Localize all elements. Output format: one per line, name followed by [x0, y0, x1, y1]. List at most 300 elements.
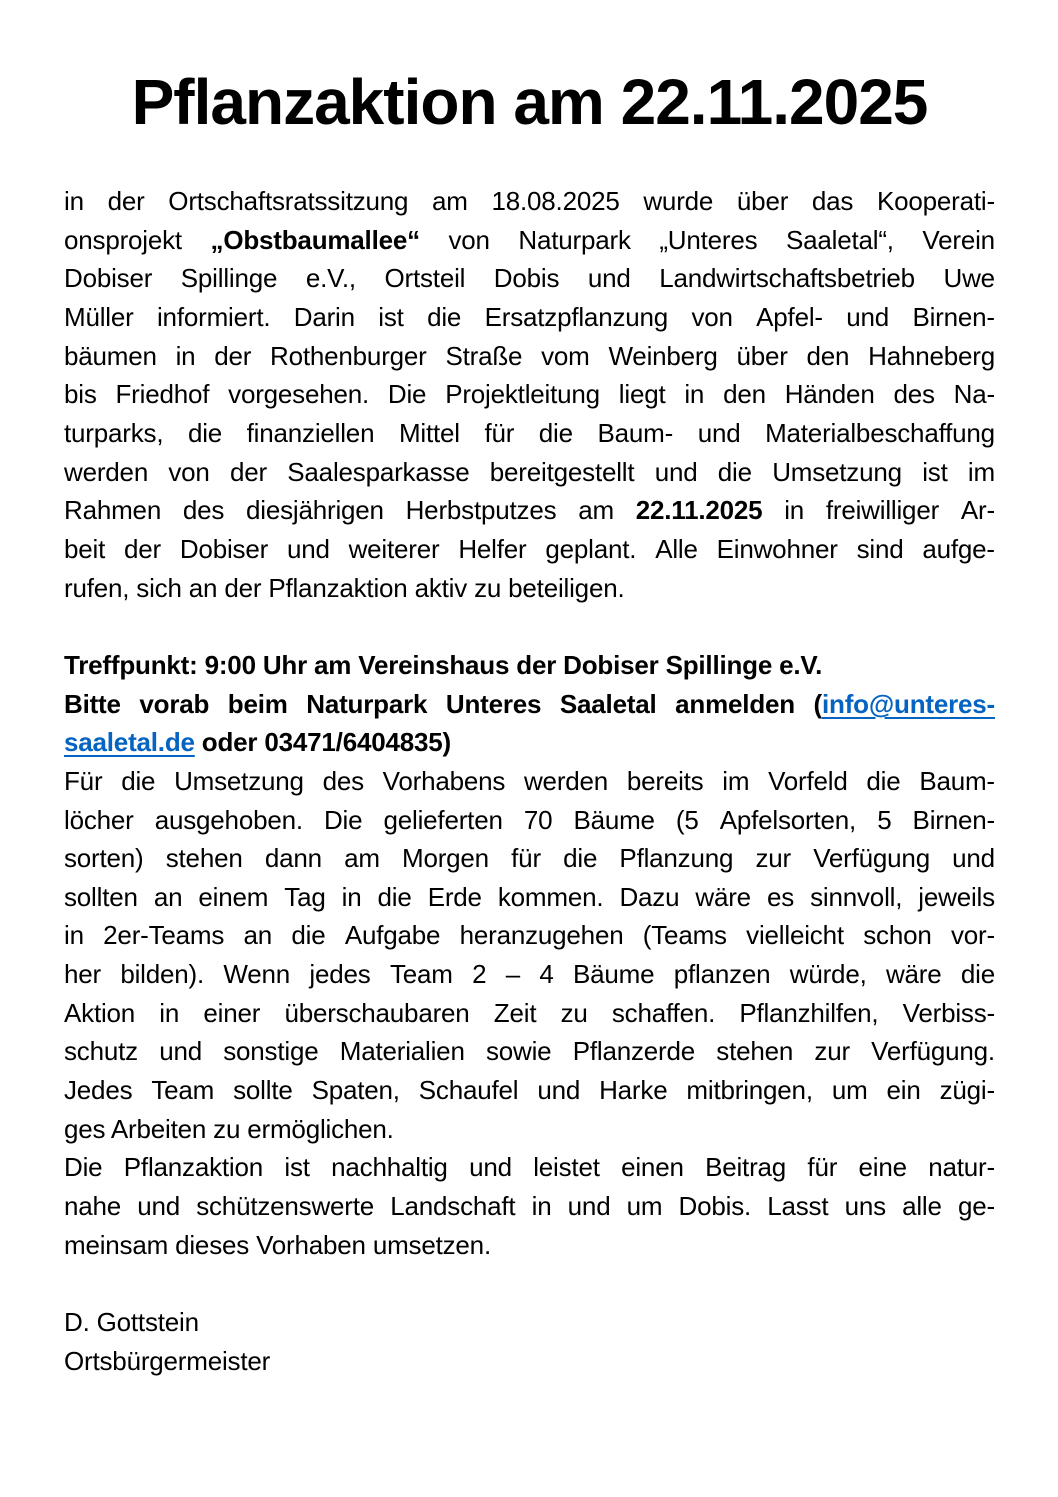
word: [390, 955, 453, 994]
word: [720, 801, 856, 840]
blank-line-1: [64, 607, 995, 646]
intro-paragraph-line: [64, 182, 995, 221]
text-run: Baum-: [597, 417, 674, 448]
word: [619, 375, 666, 414]
word: [845, 1187, 886, 1226]
text-run: von: [168, 456, 210, 487]
text-run: Weinberg: [608, 340, 718, 371]
text-run: „Obstbaumallee“: [210, 224, 420, 255]
text-run: werden: [64, 456, 149, 487]
text-run: und: [137, 1191, 181, 1222]
text-run: ausgehoben.: [154, 804, 303, 835]
text-run: zur: [814, 1036, 850, 1067]
text-run: jeweils: [918, 881, 995, 912]
word: [64, 878, 138, 917]
word: [568, 1187, 611, 1226]
word: [541, 337, 590, 376]
word: [573, 955, 654, 994]
text-run: –: [505, 959, 520, 990]
text-run: und: [567, 1191, 611, 1222]
text-run: nachhaltig: [331, 1152, 448, 1183]
word: [378, 298, 403, 337]
word: [155, 801, 303, 840]
text-run: Spillinge: [180, 263, 278, 294]
word: [390, 1187, 515, 1226]
word: [506, 955, 520, 994]
word: [768, 762, 848, 801]
word: [722, 762, 749, 801]
meeting-info-line: [64, 685, 995, 724]
text-run: in: [684, 379, 705, 410]
word: [306, 259, 356, 298]
word: [64, 1187, 121, 1226]
text-run: Harke: [599, 1075, 668, 1106]
word: [655, 453, 698, 492]
word: [159, 994, 179, 1033]
word: [64, 259, 152, 298]
text-run: und: [286, 533, 330, 564]
word: [846, 298, 889, 337]
text-run: Umsetzung: [772, 456, 902, 487]
text-run: von: [448, 224, 490, 255]
text-run: Materialbeschaffung: [765, 417, 995, 448]
text-run: die: [121, 765, 156, 796]
word: [537, 1071, 580, 1110]
text-run: am: [578, 495, 614, 526]
word: [120, 955, 204, 994]
text-run: stehen: [716, 1036, 794, 1067]
text-run: Für: [64, 765, 103, 796]
word: [717, 530, 838, 569]
word: [736, 337, 787, 376]
intro-paragraph-line: [64, 298, 995, 337]
text-run: Ortschaftsratssitzung: [168, 186, 409, 216]
details-paragraph-line: [64, 878, 995, 917]
text-run: Spaten,: [311, 1075, 400, 1106]
text-run: und: [654, 456, 698, 487]
email-link[interactable]: info@unteres-: [822, 688, 995, 719]
word: [469, 1148, 512, 1187]
text-run: Verein: [922, 224, 995, 255]
text-run: Verbiss-: [902, 997, 995, 1028]
text-run: am: [432, 186, 468, 216]
word: [64, 453, 148, 492]
word: [767, 1187, 828, 1226]
text-run: 2: [472, 959, 487, 990]
word: [674, 955, 771, 994]
text-run: schaffen.: [611, 997, 716, 1028]
word: [539, 955, 553, 994]
word: [511, 839, 541, 878]
word: [449, 221, 490, 260]
text-run: Ersatzpflanzung: [484, 301, 669, 332]
word: [739, 994, 878, 1033]
text-run: Birnen-: [912, 804, 995, 835]
text-run: am: [344, 843, 380, 874]
word: [961, 491, 995, 530]
word: [494, 994, 537, 1033]
word: [598, 414, 674, 453]
word: [64, 994, 135, 1033]
word: [485, 298, 668, 337]
text-run: beim: [227, 688, 288, 719]
word: [695, 878, 751, 917]
text-run: (: [813, 688, 823, 719]
text-run: 18.08.2025: [491, 186, 620, 216]
word: [64, 1148, 102, 1187]
text-run: sowie: [485, 1036, 552, 1067]
word: [494, 259, 559, 298]
text-run: nahe: [64, 1191, 122, 1222]
text-run: und: [537, 1075, 581, 1106]
word: [765, 414, 995, 453]
word: [340, 1032, 465, 1071]
text-run: die: [538, 417, 573, 448]
text-run: Beitrag: [705, 1152, 787, 1183]
text-run: Zeit: [493, 997, 537, 1028]
text-run: Team: [151, 1075, 215, 1106]
word: [287, 453, 469, 492]
text-run: Die: [64, 1152, 103, 1183]
word: [64, 530, 105, 569]
intro-paragraph-line: [64, 414, 995, 453]
text-run: die: [563, 843, 598, 874]
text-run: in: [784, 495, 805, 526]
text-run: Einwohner: [716, 533, 838, 564]
text-run: bereitgestellt: [489, 456, 635, 487]
intro-paragraph-line: [64, 259, 995, 298]
word: [103, 916, 224, 955]
text-run: vom: [541, 340, 590, 371]
text-run: Ortsteil: [384, 263, 466, 294]
text-run: in: [64, 920, 84, 951]
word: [159, 1032, 202, 1071]
text-run: Dazu: [619, 881, 680, 912]
text-run: 2er-Teams: [103, 920, 225, 951]
text-run: vorgesehen.: [228, 379, 370, 410]
text-run: 22.11.2025: [635, 495, 763, 526]
word: [154, 878, 183, 917]
word: [427, 298, 461, 337]
word: [247, 414, 375, 453]
text-run: Landwirtschaftsbetrieb: [659, 263, 915, 294]
word: [291, 916, 325, 955]
text-run: beit: [64, 533, 106, 564]
word: [918, 878, 995, 917]
text-run: Saaletal: [559, 688, 657, 719]
word: [64, 414, 163, 453]
word: [157, 298, 270, 337]
text-run: Ar-: [960, 495, 995, 526]
word: [64, 182, 84, 221]
details-paragraph-line: [64, 1032, 995, 1071]
word: [484, 414, 514, 453]
word: [755, 839, 791, 878]
text-run: geplant.: [545, 533, 637, 564]
word: [64, 375, 97, 414]
word: [458, 530, 526, 569]
word: [388, 375, 426, 414]
word: [952, 839, 995, 878]
document-body: [64, 182, 995, 1380]
text-run: der: [107, 186, 145, 216]
word: [871, 1032, 995, 1071]
word: [309, 955, 370, 994]
text-run: des: [893, 379, 935, 410]
text-run: schutz: [64, 1036, 138, 1067]
text-run: die: [866, 765, 901, 796]
word: [636, 491, 763, 530]
word: [137, 1187, 180, 1226]
signature-line: [64, 1303, 995, 1342]
word: [679, 1187, 752, 1226]
word: [306, 685, 427, 724]
text-run: sollte: [233, 1075, 293, 1106]
text-run: an: [243, 920, 273, 951]
word: [64, 1032, 138, 1071]
word: [627, 762, 704, 801]
text-run: einer: [203, 997, 261, 1028]
text-run: vorab: [139, 688, 210, 719]
word: [432, 182, 468, 221]
text-run: Dobis: [493, 263, 560, 294]
text-run: und: [697, 417, 741, 448]
word: [655, 530, 698, 569]
text-run: Darin: [293, 301, 355, 332]
text-run: Dobis.: [678, 1191, 752, 1222]
word: [214, 337, 251, 376]
word: [419, 1071, 519, 1110]
text-run: um: [831, 1075, 868, 1106]
text-run: Ortsbürgermeister: [64, 1345, 271, 1376]
word: [533, 1148, 600, 1187]
word: [64, 801, 134, 840]
word: [228, 685, 288, 724]
word: [643, 916, 727, 955]
word: [244, 916, 273, 955]
word: [928, 1148, 995, 1187]
text-run: werden: [523, 765, 609, 796]
text-run: löcher: [64, 804, 134, 835]
text-run: Pflanzhilfen,: [739, 997, 879, 1028]
word: [922, 530, 995, 569]
word: [64, 298, 134, 337]
word: [961, 955, 995, 994]
text-run: Mittel: [398, 417, 460, 448]
text-run: zu: [560, 997, 588, 1028]
word: [893, 375, 934, 414]
text-run: schon: [863, 920, 932, 951]
text-run: würde,: [789, 959, 867, 990]
word: [324, 801, 362, 840]
text-run: Landschaft: [390, 1191, 516, 1222]
word: [64, 955, 101, 994]
text-run: das: [811, 186, 854, 216]
word: [116, 375, 210, 414]
text-run: oder 03471/6404835): [194, 727, 451, 758]
text-run: Saalesparkasse: [287, 456, 470, 487]
text-run: Saaletal“,: [785, 224, 894, 255]
word: [64, 1071, 132, 1110]
word: [954, 375, 995, 414]
word: [643, 182, 713, 221]
text-run: sinnvoll,: [810, 881, 903, 912]
word: [599, 1071, 667, 1110]
text-run: in: [175, 340, 196, 371]
text-run: Erde: [427, 881, 482, 912]
word: [124, 530, 161, 569]
word: [174, 762, 304, 801]
word: [486, 1032, 551, 1071]
word: [877, 182, 995, 221]
text-run: onsprojekt: [64, 224, 182, 255]
word: [383, 762, 506, 801]
word: [344, 839, 380, 878]
word: [176, 337, 196, 376]
word: [323, 762, 364, 801]
text-run: finanziellen: [246, 417, 375, 448]
word: [64, 337, 157, 376]
word: [331, 1148, 448, 1187]
word: [621, 1148, 684, 1187]
text-run: Kooperati-: [876, 186, 995, 216]
text-run: Rahmen: [64, 495, 162, 526]
word: [588, 259, 631, 298]
word: [472, 955, 486, 994]
text-run: aufge-: [922, 533, 995, 564]
word: [168, 182, 408, 221]
word: [64, 221, 182, 260]
text-run: Müller: [64, 301, 134, 332]
word: [561, 994, 588, 1033]
word: [349, 530, 440, 569]
text-run: des: [322, 765, 364, 796]
text-run: Dobiser: [179, 533, 269, 564]
word: [940, 1071, 995, 1110]
text-run: bis: [64, 379, 97, 410]
blank-line-2: [64, 1264, 995, 1303]
text-run: die: [187, 417, 223, 448]
details-paragraph-line: [64, 1110, 995, 1149]
text-run: und: [469, 1152, 512, 1183]
text-run: des: [182, 495, 225, 526]
word: [810, 878, 902, 917]
closing-paragraph-line: [64, 1187, 995, 1226]
text-run: sorten): [64, 843, 144, 874]
text-run: wäre: [885, 959, 942, 990]
word: [676, 801, 699, 840]
details-paragraph-line: [64, 916, 995, 955]
word: [228, 375, 369, 414]
text-run: über: [736, 340, 788, 371]
text-run: einen: [621, 1152, 684, 1183]
word: [312, 1071, 400, 1110]
text-run: kommen.: [497, 881, 604, 912]
text-run: 5: [877, 804, 892, 835]
text-run: Vorhabens: [382, 765, 506, 796]
text-run: Die: [387, 379, 427, 410]
text-run: anmelden: [675, 688, 795, 719]
word: [826, 491, 939, 530]
word: [746, 916, 844, 955]
text-run: heranzugehen: [459, 920, 624, 951]
text-run: pflanzen: [673, 959, 771, 990]
text-run: zügi-: [939, 1075, 995, 1106]
text-run: informiert.: [156, 301, 271, 332]
text-run: 4: [539, 959, 554, 990]
text-run: turparks,: [64, 417, 164, 448]
text-run: für: [484, 417, 515, 448]
text-run: diesjährigen: [246, 495, 384, 526]
text-run: Aufgabe: [344, 920, 441, 951]
text-run: bereits: [626, 765, 704, 796]
text-run: Apfelsorten,: [719, 804, 857, 835]
text-run: über: [736, 186, 789, 216]
word: [384, 259, 465, 298]
text-run: Friedhof: [115, 379, 210, 410]
word: [684, 375, 704, 414]
word: [772, 453, 902, 492]
intro-paragraph-line: [64, 491, 995, 530]
word: [958, 1187, 995, 1226]
word: [151, 1071, 214, 1110]
word: [812, 182, 853, 221]
intro-paragraph-line: [64, 453, 995, 492]
word: [612, 994, 715, 1033]
word: [124, 1148, 263, 1187]
text-run: Straße: [445, 340, 523, 371]
word: [64, 685, 121, 724]
text-run: bäumen: [64, 340, 157, 371]
word: [284, 994, 469, 1033]
text-run: der: [230, 456, 267, 487]
word: [524, 801, 553, 840]
word: [64, 491, 161, 530]
word: [64, 839, 144, 878]
word: [877, 801, 891, 840]
word: [887, 1071, 921, 1110]
word: [491, 182, 619, 221]
word: [121, 762, 155, 801]
word: [919, 762, 995, 801]
email-link[interactable]: saaletal.de: [64, 727, 195, 758]
text-run: Umsetzung: [174, 765, 304, 796]
text-run: überschaubaren: [284, 997, 470, 1028]
text-run: Bäume: [573, 804, 655, 835]
text-run: Pflanzerde: [572, 1036, 696, 1067]
text-run: gelieferten: [383, 804, 503, 835]
text-run: Na-: [953, 379, 995, 410]
word: [203, 994, 260, 1033]
text-run: vor-: [950, 920, 995, 951]
word: [573, 801, 654, 840]
word: [181, 259, 278, 298]
word: [246, 491, 384, 530]
word: [784, 491, 804, 530]
word: [460, 916, 624, 955]
word: [287, 530, 330, 569]
text-run: die: [377, 881, 412, 912]
text-run: einem: [198, 881, 269, 912]
text-run: Die: [323, 804, 363, 835]
word: [196, 1187, 374, 1226]
word: [813, 839, 930, 878]
word: [723, 375, 766, 414]
word: [270, 337, 427, 376]
text-run: die: [427, 301, 462, 332]
word: [951, 916, 995, 955]
text-run: Verfügung.: [871, 1036, 995, 1067]
